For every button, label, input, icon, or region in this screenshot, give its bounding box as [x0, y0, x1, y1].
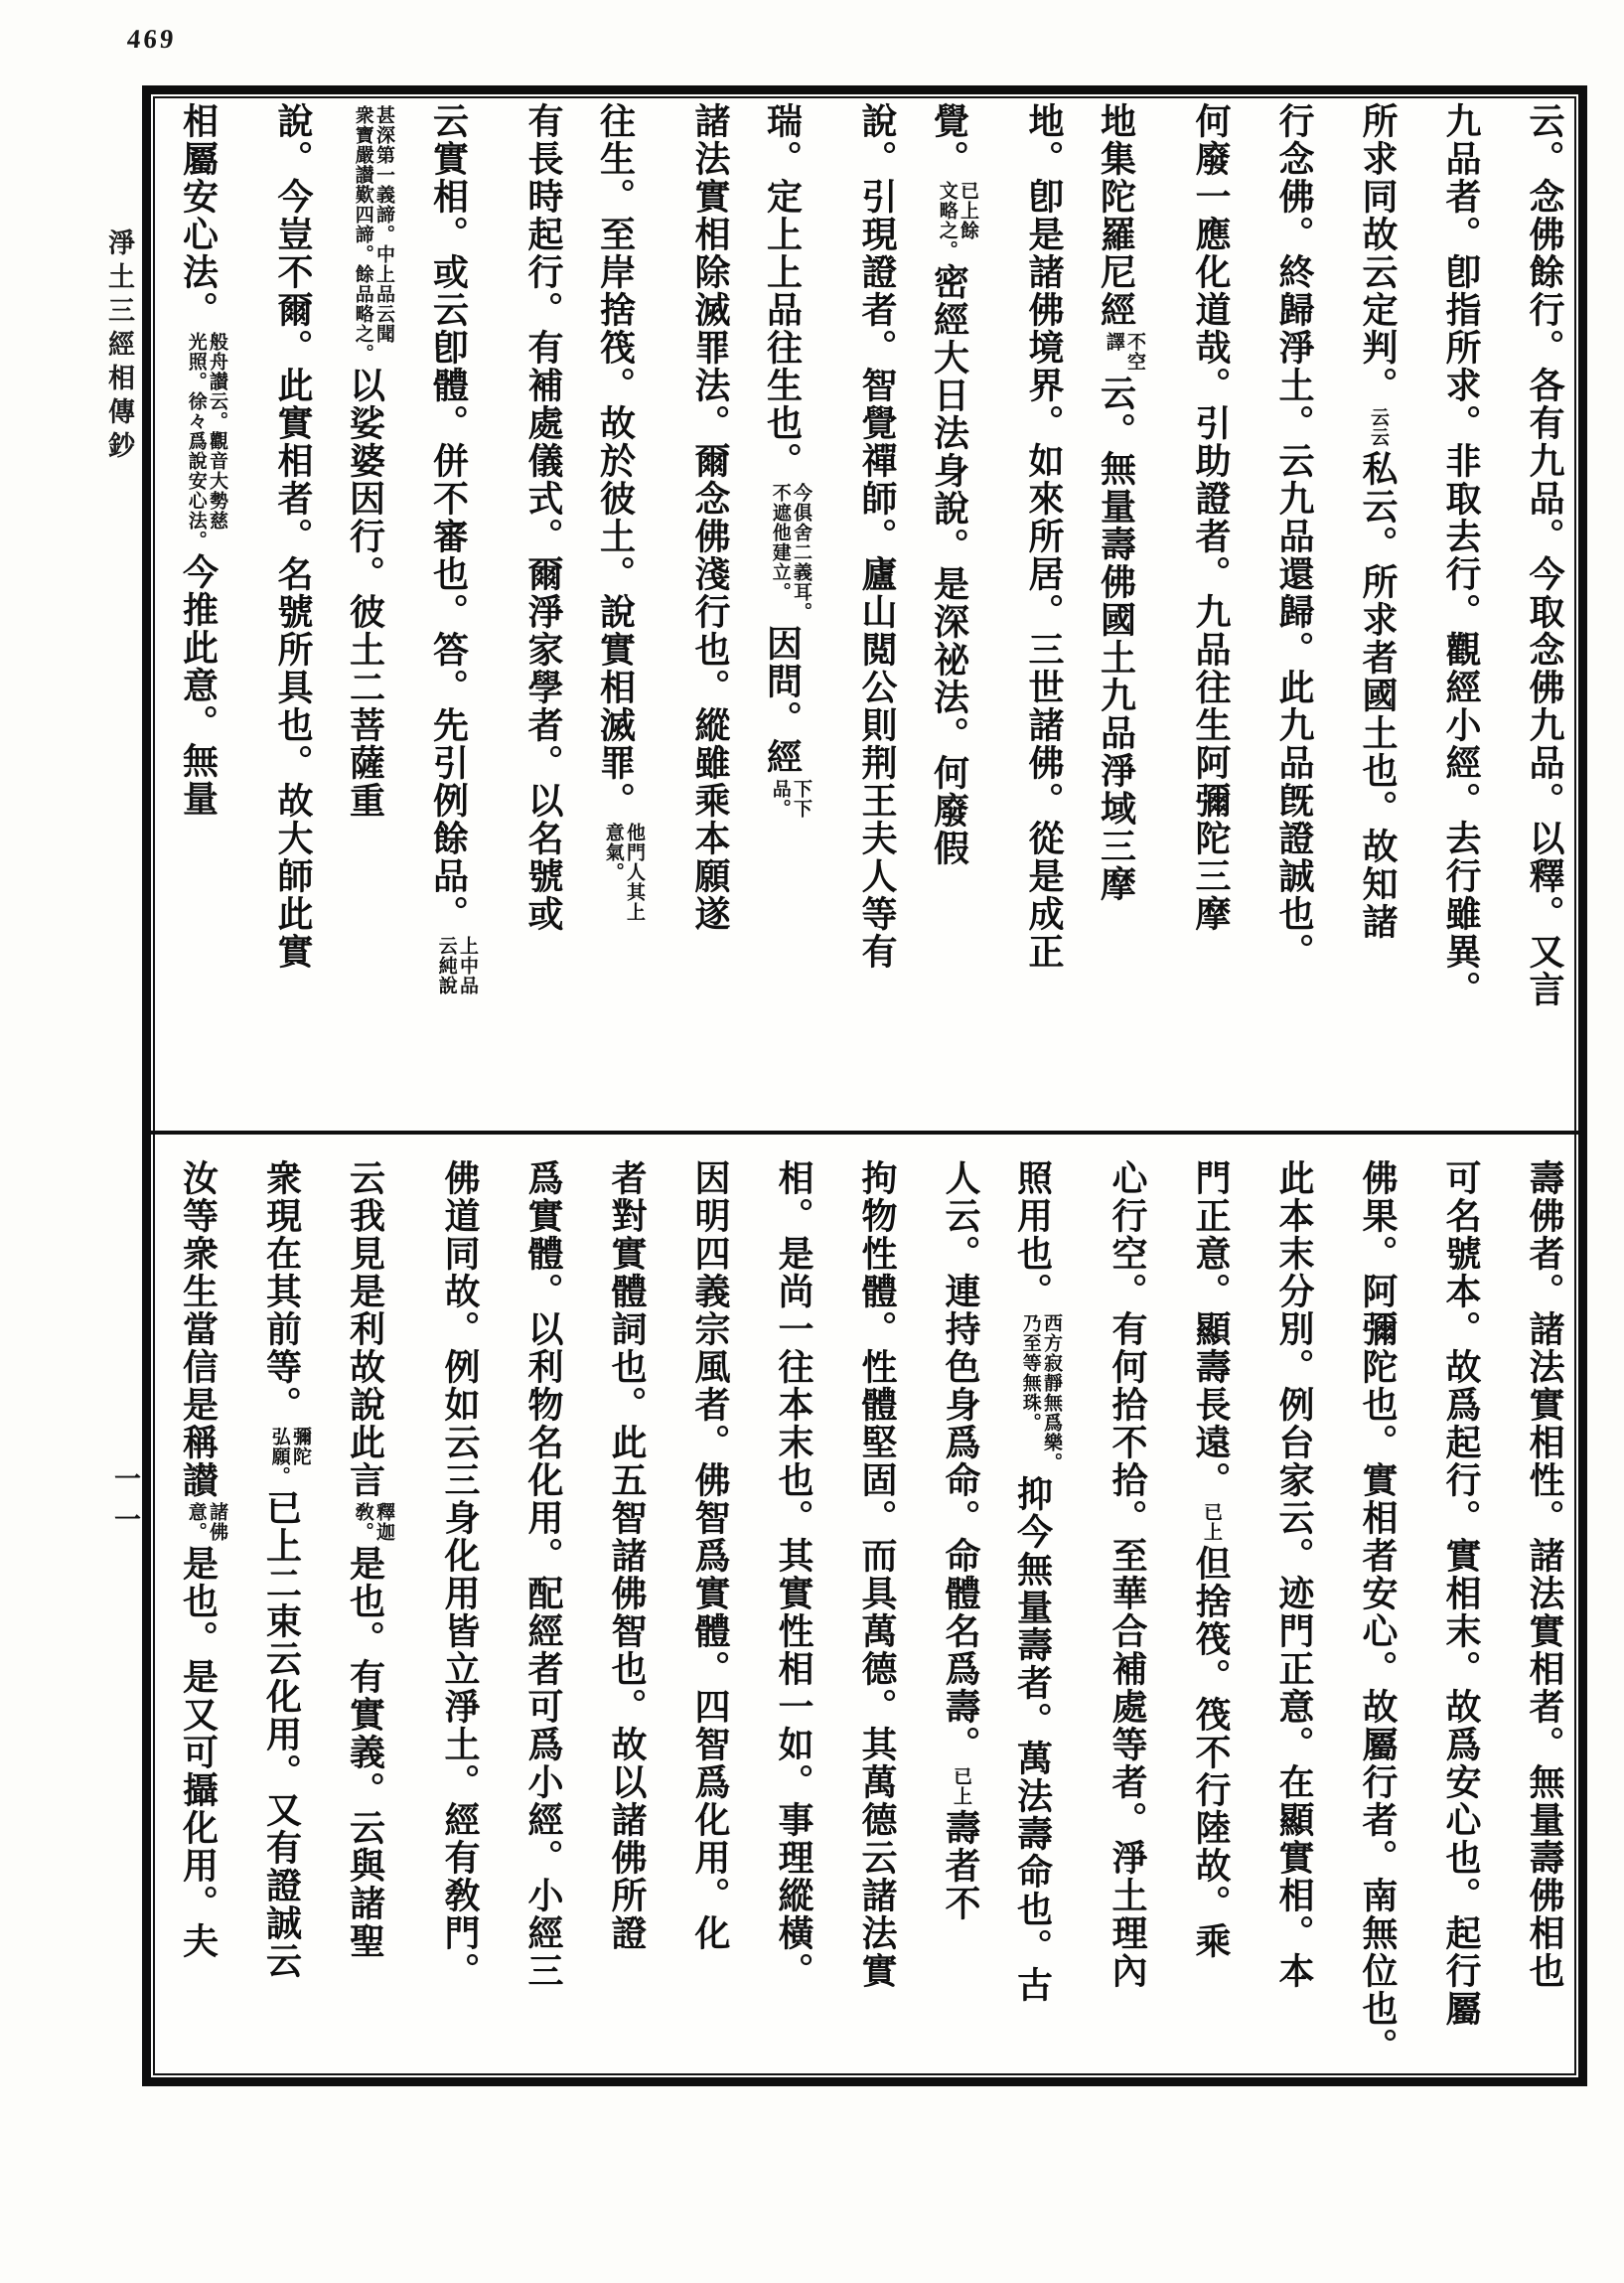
inline-note-line: 他門人其上 [624, 823, 645, 922]
text-column-lower-9 [825, 1159, 909, 2081]
column-text: 以娑婆因行。彼土二菩薩重 [345, 367, 385, 820]
text-column-upper-7 [992, 102, 1076, 1086]
column-text: 可名號本。故爲起行。實相末。故爲安心也。起行屬 [1441, 1159, 1481, 2028]
text-column-upper-14 [408, 102, 492, 1086]
column-text: 壽者不 [941, 1809, 980, 1922]
column-text: 爲實體。以利物名化用。配經者可爲小經。小經三 [523, 1159, 563, 1990]
inline-note-double [769, 779, 812, 819]
inline-note-line: 意。 [185, 1502, 207, 1542]
column-text: 但捨筏。筏不行陸故。乘 [1191, 1545, 1231, 1960]
column-text: 人云。連持色身爲命。命體名爲壽。 [941, 1159, 980, 1763]
inline-note-line: 意氣。 [602, 823, 624, 882]
column-text: 因明四義宗風者。佛智爲實體。四智爲化用。化 [690, 1159, 730, 1952]
inline-note-line: 下下 [791, 779, 812, 819]
column-text: 照用也。 [1012, 1159, 1053, 1310]
text-column-lower-3 [1326, 1159, 1409, 2081]
text-column-lower-8 [909, 1159, 992, 2081]
inline-note-line: 文略之。 [936, 181, 958, 260]
column-text: 者對實體詞也。此五智諸佛智也。故以諸佛所證 [607, 1159, 647, 1952]
inline-note-line: 彌陀 [290, 1427, 311, 1466]
text-column-upper-4 [1243, 102, 1326, 1086]
column-text: 地。卽是諸佛境界。如來所居。三世諸佛。從是成正 [1024, 102, 1064, 971]
text-column-lower-13 [492, 1159, 575, 2081]
inline-note: 已上 [1201, 1502, 1222, 1542]
text-column-upper-5 [1159, 102, 1243, 1086]
text-column-lower-10 [742, 1159, 825, 2081]
inline-note-line: 乃至等無珠。 [1019, 1313, 1041, 1433]
column-text: 所求同故云定判。 [1358, 102, 1398, 404]
inline-note: 云云 [1368, 407, 1389, 447]
folio-number: 469 [125, 24, 178, 54]
inline-note-line: 譯 [1103, 332, 1124, 352]
column-text: 說。引現證者。智覺禪師。廬山閲公則荆王夫人等有 [857, 102, 897, 971]
leaf-number: 一一 [110, 1464, 140, 1546]
text-column-lower-16 [241, 1159, 325, 2081]
inline-note-line: 不空 [1124, 332, 1145, 372]
column-text: 覺。 [929, 102, 969, 178]
column-text: 行念佛。終歸淨土。云九品還歸。此九品旣證誠也。 [1274, 102, 1314, 971]
column-text: 衆現在其前等。 [261, 1159, 302, 1424]
inline-note-line: 敎。 [352, 1502, 373, 1542]
inline-note-double [352, 105, 394, 364]
column-text: 汝等衆生當信是稱讃 [178, 1159, 219, 1499]
column-text: 何廢一應化道哉。引助證者。九品往生阿彌陀三摩 [1191, 102, 1231, 933]
inline-note: 已上 [951, 1766, 971, 1806]
text-column-lower-15 [325, 1159, 408, 2081]
text-column-lower-6 [1076, 1159, 1159, 2081]
upper-text-block [156, 102, 1576, 1086]
text-column-upper-2 [1409, 102, 1493, 1086]
text-column-upper-6 [1076, 102, 1159, 1086]
inline-note-line: 云純說 [435, 936, 457, 995]
inline-note-line: 已上餘 [958, 181, 978, 240]
text-column-lower-12 [575, 1159, 659, 2081]
column-text: 相屬安心法。 [178, 102, 219, 329]
column-text: 說。今豈不爾。此實相者。名號所具也。故大師此實 [273, 102, 313, 971]
column-text: 門正意。顯壽長遠。 [1191, 1159, 1231, 1499]
inline-note-line: 弘願。 [268, 1427, 290, 1486]
column-text: 云。無量壽佛國土九品淨域三摩 [1096, 375, 1136, 903]
inline-note-line: 般舟讃云。觀音大勢慈 [207, 332, 227, 531]
text-column-lower-14 [408, 1159, 492, 2081]
column-text: 已上二束云化用。又有證誠云 [261, 1489, 302, 1980]
column-text: 密經大日法身說。是深祕法。何廢假 [929, 263, 969, 867]
inline-note-double [769, 483, 812, 622]
text-column-upper-11 [659, 102, 742, 1086]
text-column-upper-12 [575, 102, 659, 1086]
inline-note-double [936, 181, 978, 260]
text-column-lower-4 [1243, 1159, 1326, 2081]
column-text: 佛道同故。例如云三身化用皆立淨土。經有敎門。 [440, 1159, 480, 1990]
column-text: 是也。是又可攝化用。夫 [178, 1545, 219, 1960]
column-text: 今推此意。無量 [178, 553, 219, 818]
text-column-lower-17 [158, 1159, 241, 2081]
column-text: 是也。有實義。云與諸聖 [345, 1545, 385, 1960]
inline-note-line: 品。 [769, 779, 791, 819]
inline-note-line: 釋迦 [373, 1502, 394, 1542]
column-text: 抑今無量壽者。萬法壽命也。古 [1012, 1475, 1053, 2004]
text-column-upper-13 [492, 102, 575, 1086]
column-text: 佛果。阿彌陀也。實相者安心。故屬行者。南無位也。 [1358, 1159, 1398, 2065]
inline-note-double [1019, 1313, 1062, 1472]
text-column-lower-7 [992, 1159, 1076, 2081]
column-text: 瑞。定上上品往生也。 [762, 102, 803, 480]
lower-text-block [156, 1159, 1576, 2081]
column-text: 壽佛者。諸法實相性。諸法實相者。無量壽佛相也 [1525, 1159, 1564, 1990]
column-text: 有長時起行。有補處儀式。爾淨家學者。以名號或 [523, 102, 563, 933]
column-text: 拘物性體。性體堅固。而具萬德。其萬德云諸法實 [857, 1159, 897, 1990]
text-column-upper-16 [241, 102, 325, 1086]
column-text: 諸法實相除滅罪法。爾念佛淺行也。縱雖乘本願遂 [690, 102, 730, 933]
inline-note-double [185, 1502, 227, 1542]
inline-note-double [602, 823, 645, 922]
margin-title: 淨土三經相傳鈔 [104, 228, 134, 465]
inline-note-line: 衆寶嚴讃歎四諦。餘品略之。 [352, 105, 373, 364]
column-text: 云。念佛餘行。各有九品。今取念佛九品。以釋。又言 [1525, 102, 1564, 1008]
inline-note-double [1103, 332, 1145, 372]
inline-note-double [435, 936, 478, 995]
inline-note-line: 上中品 [457, 936, 478, 995]
text-column-upper-17 [158, 102, 241, 1086]
inline-note-double [185, 332, 227, 550]
inline-note-line: 甚深第一義諦。中上品云聞 [373, 105, 394, 344]
column-text: 私云。所求者國土也。故知諸 [1358, 450, 1398, 941]
text-column-lower-2 [1409, 1159, 1493, 2081]
text-column-upper-9 [825, 102, 909, 1086]
inline-note-line: 今俱舍二義耳。 [791, 483, 812, 622]
column-text: 相。是尚一往本末也。其實性相一如。事理縱橫。 [774, 1159, 813, 1990]
inline-note-double [352, 1502, 394, 1542]
column-text: 云我見是利故說此言 [345, 1159, 385, 1499]
inline-note-line: 西方寂靜無爲樂。 [1041, 1313, 1062, 1472]
text-column-upper-1 [1493, 102, 1576, 1086]
column-text: 心行空。有何拾不拾。至華合補處等者。淨土理內 [1107, 1159, 1147, 1990]
inline-note-double [268, 1427, 311, 1486]
text-column-lower-11 [659, 1159, 742, 2081]
text-column-upper-8 [909, 102, 992, 1086]
inline-note-line: 諸佛 [207, 1502, 227, 1542]
text-column-upper-3 [1326, 102, 1409, 1086]
inline-note-line: 光照。徐々爲說安心法。 [185, 332, 207, 550]
column-text: 因問。經 [762, 625, 803, 776]
text-column-lower-5 [1159, 1159, 1243, 2081]
column-text: 地集陀羅尼經 [1096, 102, 1136, 329]
column-text: 云實相。或云卽體。併不審也。答。先引例餘品。 [428, 102, 469, 933]
text-column-lower-1 [1493, 1159, 1576, 2081]
column-text: 往生。至岸捨筏。故於彼土。說實相滅罪。 [595, 102, 636, 820]
column-text: 九品者。卽指所求。非取去行。觀經小經。去行雖異。 [1441, 102, 1481, 1008]
inline-note-line: 不遮他建立。 [769, 483, 791, 602]
text-column-upper-10 [742, 102, 825, 1086]
text-frame [142, 85, 1587, 2086]
text-column-upper-15 [325, 102, 408, 1086]
block-divider-rule [151, 1131, 1578, 1135]
column-text: 此本末分別。例台家云。迹門正意。在顯實相。本 [1274, 1159, 1314, 1990]
